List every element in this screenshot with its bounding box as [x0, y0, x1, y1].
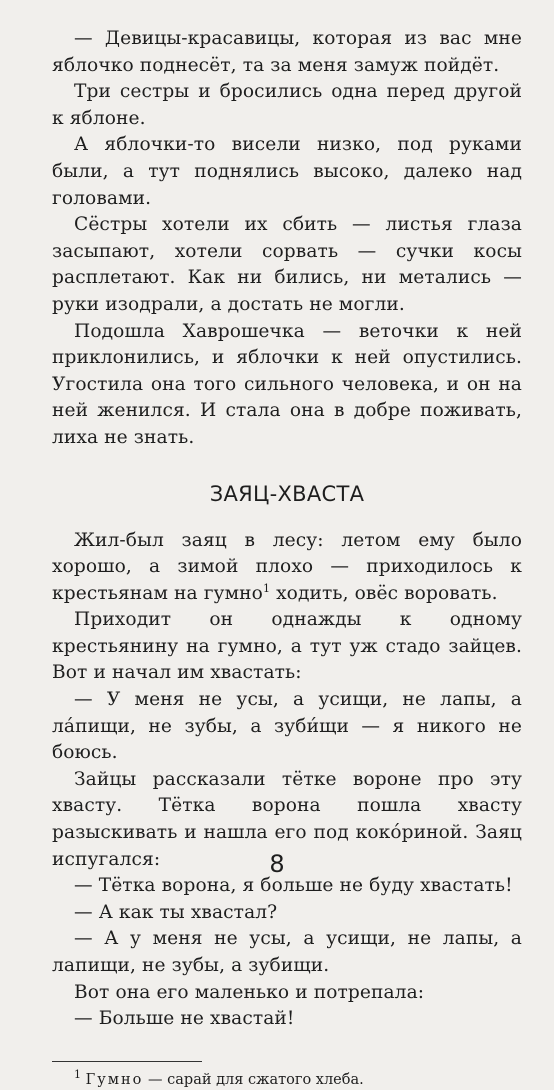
page-number: 8	[269, 850, 285, 878]
footnote-divider	[52, 1061, 202, 1062]
story-title: ЗАЯЦ-ХВАСТА	[209, 481, 365, 506]
paragraph: — У меня не усы, а усищи, не лапы, а ла́пищи, не зубы, а зуби́щи — я никого не боюсь.	[52, 689, 522, 764]
paragraph: — А у меня не усы, а усищи, не лапы, а лапищи, не зубы, а зубищи.	[52, 928, 522, 976]
intro-text-rest: ходить, овёс воровать.	[270, 582, 498, 604]
paragraph: Зайцы рассказали тётке вороне про эту хвасту. Тётка ворона пошла хвасту разыскивать и нашла его под кокóриной. Заяц испугался:	[52, 768, 522, 870]
footnote-marker: 1	[74, 1067, 81, 1081]
paragraph-intro	[52, 528, 522, 608]
footnote-term: Гумно	[85, 1071, 144, 1088]
footnote-text: — сарай для сжатого хлеба.	[143, 1071, 364, 1088]
footnote	[52, 1067, 522, 1090]
paragraph: А яблочки-то висели низко, под руками были, а тут поднялись высоко, далеко над головами.	[52, 134, 522, 209]
paragraph: — Тётка ворона, я больше не буду хвастать!	[74, 875, 513, 897]
footnote-ref: 1	[262, 581, 271, 595]
page-content	[52, 26, 522, 1090]
paragraph: Вот она его маленько и потрепала:	[74, 981, 425, 1003]
paragraph: Три сестры и бросились одна перед другой к яблоне.	[52, 81, 522, 129]
paragraph: Подошла Хаврошечка — веточки к ней приклонились, и яблочки к ней опустились. Угостила она того сильного человека, и он на ней женился. И стала она в добре поживать, лиха не знать.	[52, 320, 522, 448]
paragraph: — Больше не хвастай!	[74, 1008, 295, 1030]
intro-text: Жил-был заяц в лесу: летом ему было хорошо, а зимой плохо — приходилось к крестьянам на гумно	[52, 529, 522, 604]
paragraph: Приходит он однажды к одному крестьянину на гумно, а тут уж стадо зайцев. Вот и начал им хвастать:	[52, 609, 522, 684]
paragraph: — А как ты хвастал?	[74, 901, 278, 923]
paragraph: Сёстры хотели их сбить — листья глаза засыпают, хотели сорвать — сучки косы расплетают. Как ни бились, ни метались — руки изодрали, а достать не могли.	[52, 214, 522, 315]
paragraph: — Девицы-красавицы, которая из вас мне яблочко поднесёт, та за меня замуж пойдёт.	[52, 28, 522, 76]
